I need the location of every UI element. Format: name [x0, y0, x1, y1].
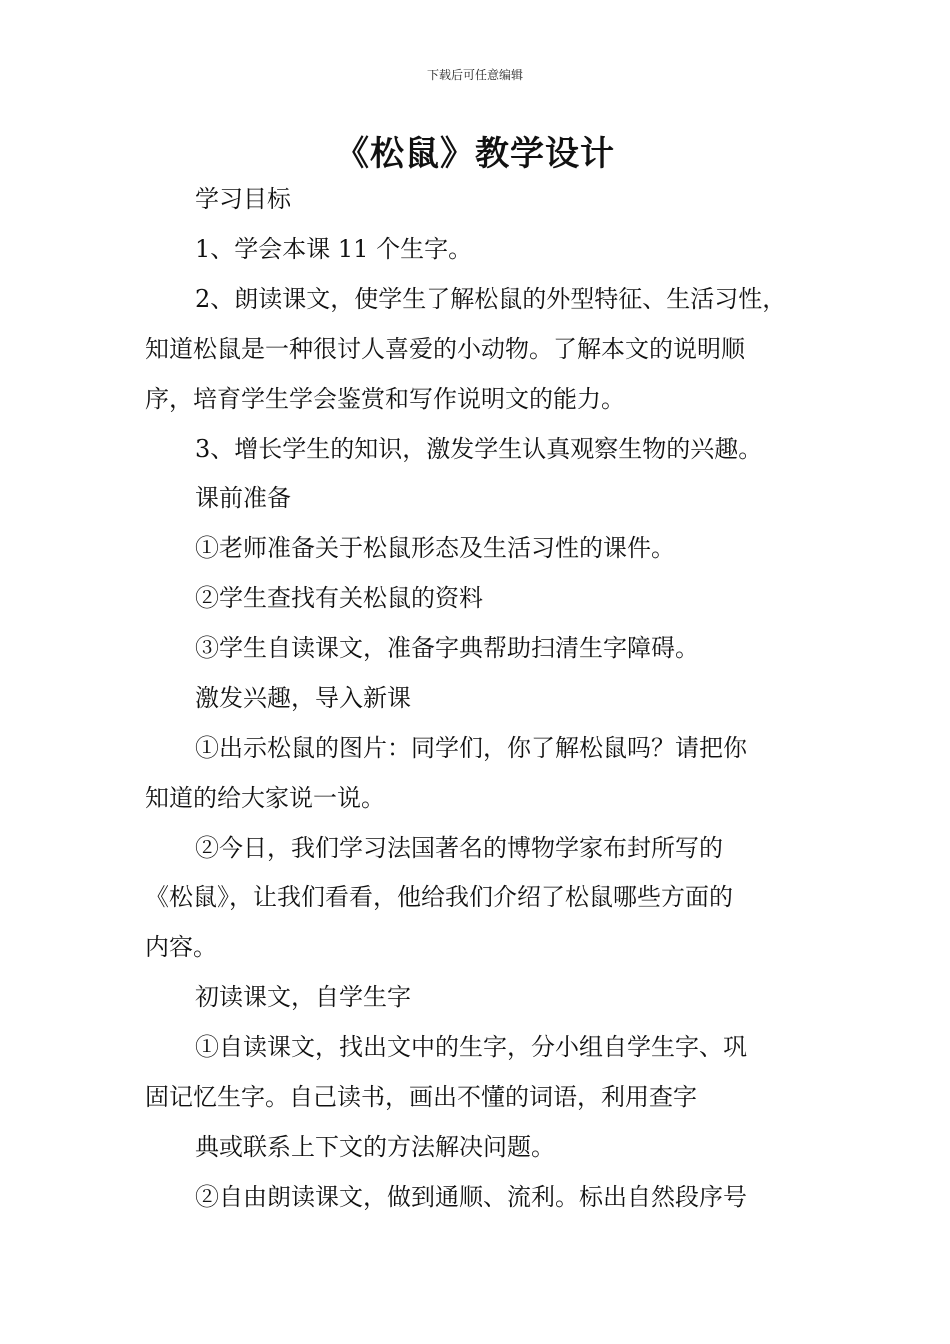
section-heading-learning-goals: 学习目标	[195, 185, 291, 213]
paragraph-line: ③学生自读课文，准备字典帮助扫清生字障碍。	[195, 634, 699, 662]
paragraph-line: 知道松鼠是一种很讨人喜爱的小动物。了解本文的说明顺	[145, 335, 745, 363]
paragraph-line: 内容。	[145, 933, 217, 961]
paragraph-line: ①老师准备关于松鼠形态及生活习性的课件。	[195, 534, 675, 562]
paragraph-line: 知道的给大家说一说。	[145, 784, 385, 812]
header-note: 下载后可任意编辑	[426, 68, 523, 82]
section-heading-preparation: 课前准备	[195, 484, 291, 512]
paragraph-line: ①出示松鼠的图片：同学们，你了解松鼠吗？请把你	[195, 734, 747, 762]
section-heading-first-reading: 初读课文，自学生字	[195, 983, 411, 1011]
paragraph-line: ①自读课文，找出文中的生字，分小组自学生字、巩	[195, 1033, 747, 1061]
paragraph-line: 固记忆生字。自己读书，画出不懂的词语，利用查字	[145, 1083, 697, 1111]
paragraph-line: 序，培育学生学会鉴赏和写作说明文的能力。	[145, 385, 625, 413]
paragraph-line: ②自由朗读课文，做到通顺、流利。标出自然段序号	[195, 1183, 747, 1211]
paragraph-line: ②今日，我们学习法国著名的博物学家布封所写的	[195, 834, 723, 862]
paragraph-line: 3、增长学生的知识，激发学生认真观察生物的兴趣。	[195, 435, 763, 463]
section-heading-introduction: 激发兴趣，导入新课	[195, 684, 411, 712]
document-title: 《松鼠》教学设计	[335, 134, 615, 174]
paragraph-line: 典或联系上下文的方法解决问题。	[195, 1133, 555, 1161]
paragraph-line: ②学生查找有关松鼠的资料	[195, 584, 483, 612]
paragraph-line: 《松鼠》，让我们看看，他给我们介绍了松鼠哪些方面的	[145, 883, 733, 911]
paragraph-line: 2、朗读课文，使学生了解松鼠的外型特征、生活习性，	[195, 285, 787, 313]
paragraph-line: 1、学会本课 11 个生字。	[195, 235, 473, 263]
